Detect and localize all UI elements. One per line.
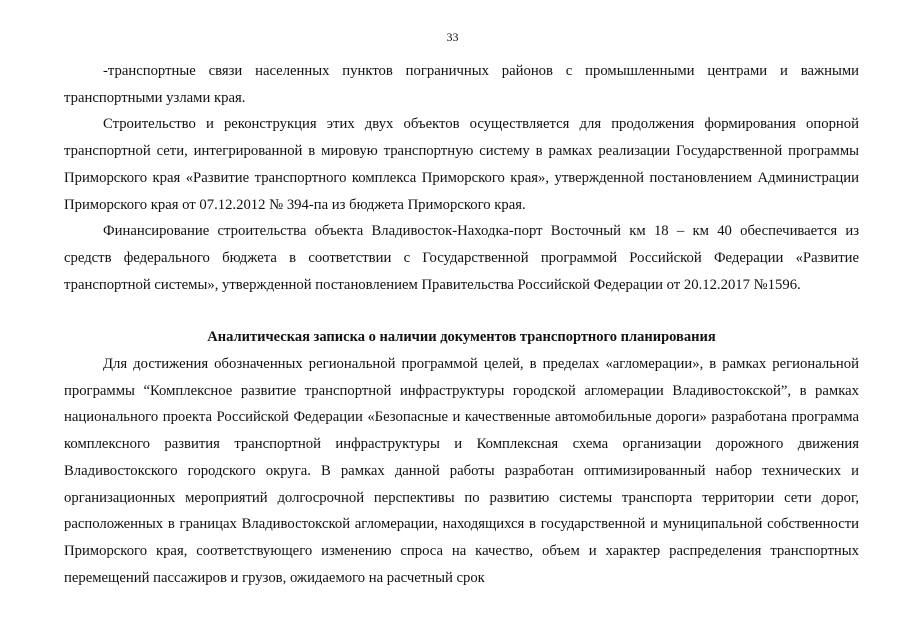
paragraph-transport-links: -транспортные связи населенных пунктов пограничных районов с промышленными центрами и важными транспортными узлами края.: [64, 63, 859, 106]
document-body: [64, 58, 859, 591]
section-heading: Аналитическая записка о наличии документов транспортного планирования: [207, 329, 716, 346]
paragraph-analytical-note: Для достижения обозначенных региональной программой целей, в пределах «агломерации», в рамках региональной программы “Комплексное развитие транспортной инфраструктуры городской агломерации Владивостокской”, в рамках национального проекта Российской Федерации «Безопасные и качественные автомобильные дороги» разработана программа комплексного развития транспортной инфраструктуры и Комплексная схема организации дорожного движения Владивостокского городского округа. В рамках данной работы разработан оптимизированный набор технических и организационных мероприятий долгосрочной перспективы по развитию системы транспорта территории сети дорог, расположенных в границах Владивостокской агломерации, находящихся в государственной и муниципальной собственности Приморского края, соответствующего изменению спроса на качество, объем и характер распределения транспортных перемещений пассажиров и грузов, ожидаемого на расчетный срок: [64, 356, 859, 586]
paragraph-construction: Строительство и реконструкция этих двух объектов осуществляется для продолжения формирования опорной транспортной сети, интегрированной в мировую транспортную систему в рамках реализации Государственной программы Приморского края «Развитие транспортного комплекса Приморского края», утвержденной постановлением Администрации Приморского края от 07.12.2012 № 394-па из бюджета Приморского края.: [64, 116, 859, 213]
paragraph-financing: Финансирование строительства объекта Владивосток-Находка-порт Восточный км 18 – км 40 обеспечивается из средств федерального бюджета в соответствии с Государственной программой Российской Федерации «Развитие транспортной системы», утвержденной постановлением Правительства Российской Федерации от 20.12.2017 №1596.: [64, 223, 859, 293]
page-number: 33: [446, 30, 459, 44]
